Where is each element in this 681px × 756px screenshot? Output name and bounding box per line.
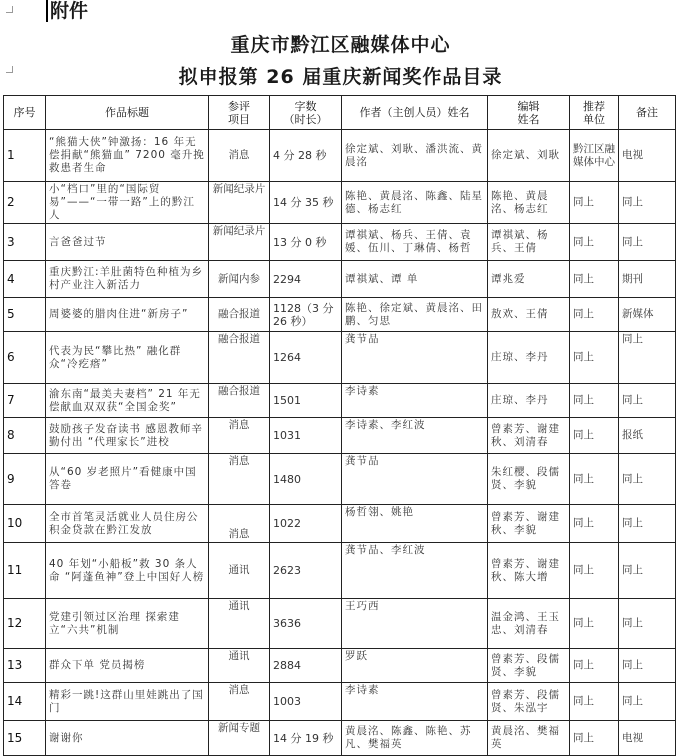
row-title: 从“60 岁老照片”看健康中国答卷 xyxy=(46,454,209,505)
row-category: 通讯 xyxy=(209,543,270,599)
row-no: 8 xyxy=(4,418,46,454)
header-words: 字数 （时长） xyxy=(270,96,342,130)
row-words: 1480 xyxy=(270,454,342,505)
row-editor: 温金鸿、王玉忠、刘清春 xyxy=(488,599,570,649)
row-title: 群众下单 党员揭榜 xyxy=(46,649,209,683)
row-words: 1022 xyxy=(270,505,342,543)
row-no: 11 xyxy=(4,543,46,599)
row-category: 新闻纪录片 xyxy=(209,182,270,224)
row-editor: 谭祺斌、杨兵、王倩 xyxy=(488,224,570,261)
row-note: 新媒体 xyxy=(619,298,676,332)
row-editor: 庄琼、李丹 xyxy=(488,384,570,418)
row-unit: 同上 xyxy=(570,261,619,298)
row-no: 13 xyxy=(4,649,46,683)
row-unit: 同上 xyxy=(570,721,619,756)
row-title: “熊猫大侠”钟激扬：16 年无偿捐献“熊猫血” 7200 毫升挽救患者生命 xyxy=(46,130,209,182)
row-title: 党建引领过区治理 探索建立“六共”机制 xyxy=(46,599,209,649)
row-note: 同上 xyxy=(619,224,676,261)
row-note: 同上 xyxy=(619,649,676,683)
row-category: 融合报道 xyxy=(209,384,270,418)
row-author: 王巧西 xyxy=(342,599,488,649)
header-editor: 编辑 姓名 xyxy=(488,96,570,130)
row-unit: 同上 xyxy=(570,332,619,384)
table-row xyxy=(4,599,676,649)
row-unit: 同上 xyxy=(570,599,619,649)
row-words: 4 分 28 秒 xyxy=(270,130,342,182)
row-unit: 同上 xyxy=(570,418,619,454)
row-note: 同上 xyxy=(619,454,676,505)
row-author: 李诗素 xyxy=(342,384,488,418)
row-words: 2294 xyxy=(270,261,342,298)
row-unit: 同上 xyxy=(570,543,619,599)
row-words: 1264 xyxy=(270,332,342,384)
row-category: 消息 xyxy=(209,130,270,182)
row-editor: 庄琼、李丹 xyxy=(488,332,570,384)
row-category: 新闻专题 xyxy=(209,721,270,756)
row-editor: 谭兆爱 xyxy=(488,261,570,298)
row-author: 龚节品、李红波 xyxy=(342,543,488,599)
row-author: 谭祺斌、谭 单 xyxy=(342,261,488,298)
header-note: 备注 xyxy=(619,96,676,130)
row-title: 40 年划“小船板”救 30 条人命 “阿蓬鱼神”登上中国好人榜 xyxy=(46,543,209,599)
row-no: 2 xyxy=(4,182,46,224)
row-title: 鼓励孩子发奋读书 感恩教师辛勤付出 “代理家长”进校 xyxy=(46,418,209,454)
row-note: 电视 xyxy=(619,130,676,182)
row-author: 陈艳、徐定斌、黄晨洺、田鹏、匀思 xyxy=(342,298,488,332)
document-subtitle: 拟申报第 26 届重庆新闻奖作品目录 xyxy=(178,66,503,88)
row-author: 龚节品 xyxy=(342,332,488,384)
row-note: 电视 xyxy=(619,721,676,756)
row-unit: 黔江区融媒体中心 xyxy=(570,130,619,182)
row-category: 新闻纪录片 xyxy=(209,224,270,261)
table-row xyxy=(4,261,676,298)
works-table xyxy=(3,95,676,756)
row-title: 周婆婆的腊肉住进“新房子” xyxy=(46,298,209,332)
row-title: 全市首笔灵活就业人员住房公积金贷款在黔江发放 xyxy=(46,505,209,543)
table-row xyxy=(4,649,676,683)
row-author: 罗跃 xyxy=(342,649,488,683)
row-note: 报纸 xyxy=(619,418,676,454)
row-no: 5 xyxy=(4,298,46,332)
table-header-row xyxy=(4,96,676,130)
table-row xyxy=(4,683,676,721)
row-category: 消息 xyxy=(209,418,270,454)
row-author: 杨哲翎、姚艳 xyxy=(342,505,488,543)
table-row xyxy=(4,505,676,543)
row-editor: 曾素芳、谢建秋、陈大增 xyxy=(488,543,570,599)
row-no: 4 xyxy=(4,261,46,298)
row-note: 同上 xyxy=(619,505,676,543)
row-note: 同上 xyxy=(619,182,676,224)
row-no: 3 xyxy=(4,224,46,261)
row-title: 渝东南“最美夫妻档” 21 年无偿献血双双获“全国金奖” xyxy=(46,384,209,418)
table-row xyxy=(4,182,676,224)
row-unit: 同上 xyxy=(570,182,619,224)
table-row xyxy=(4,721,676,756)
row-editor: 黄晨洺、樊福英 xyxy=(488,721,570,756)
table-row xyxy=(4,130,676,182)
row-author: 黄晨洺、陈鑫、陈艳、苏凡、樊福英 xyxy=(342,721,488,756)
row-note: 同上 xyxy=(619,683,676,721)
row-editor: 陈艳、黄晨洺、杨志红 xyxy=(488,182,570,224)
row-note: 同上 xyxy=(619,599,676,649)
row-no: 10 xyxy=(4,505,46,543)
row-title: 小“档口”里的“国际贸易”——“一带一路”上的黔江人 xyxy=(46,182,209,224)
table-row xyxy=(4,454,676,505)
header-no: 序号 xyxy=(4,96,46,130)
row-editor: 朱红樱、段儒贤、李貌 xyxy=(488,454,570,505)
row-category: 新闻内参 xyxy=(209,261,270,298)
row-words: 1128（3 分 26 秒） xyxy=(270,298,342,332)
row-category: 消息 xyxy=(209,505,270,543)
row-no: 7 xyxy=(4,384,46,418)
row-category: 消息 xyxy=(209,683,270,721)
table-row xyxy=(4,224,676,261)
row-author: 李诗素 xyxy=(342,683,488,721)
row-words: 13 分 0 秒 xyxy=(270,224,342,261)
row-author: 龚节品 xyxy=(342,454,488,505)
row-editor: 徐定斌、刘耿 xyxy=(488,130,570,182)
row-unit: 同上 xyxy=(570,224,619,261)
row-unit: 同上 xyxy=(570,454,619,505)
row-unit: 同上 xyxy=(570,384,619,418)
row-no: 14 xyxy=(4,683,46,721)
row-no: 6 xyxy=(4,332,46,384)
row-title: 谢谢你 xyxy=(46,721,209,756)
header-unit: 推荐 单位 xyxy=(570,96,619,130)
row-editor: 曾素芳、谢建秋、李貌 xyxy=(488,505,570,543)
row-unit: 同上 xyxy=(570,505,619,543)
row-unit: 同上 xyxy=(570,683,619,721)
row-category: 融合报道 xyxy=(209,298,270,332)
header-title: 作品标题 xyxy=(46,96,209,130)
row-category: 融合报道 xyxy=(209,332,270,384)
row-unit: 同上 xyxy=(570,298,619,332)
row-author: 陈艳、黄晨洺、陈鑫、陆星德、杨志红 xyxy=(342,182,488,224)
row-words: 3636 xyxy=(270,599,342,649)
row-author: 李诗素、李红波 xyxy=(342,418,488,454)
row-author: 徐定斌、刘耿、潘洪流、黄晨洺 xyxy=(342,130,488,182)
row-title: 重庆黔江:羊肚菌特色种植为乡村产业注入新活力 xyxy=(46,261,209,298)
row-editor: 曾素芳、段儒贤、朱泓宇 xyxy=(488,683,570,721)
document-title: 重庆市黔江区融媒体中心 xyxy=(230,34,451,56)
row-category: 通讯 xyxy=(209,599,270,649)
row-words: 1003 xyxy=(270,683,342,721)
table-row xyxy=(4,332,676,384)
table-row xyxy=(4,418,676,454)
row-title: 言爸爸过节 xyxy=(46,224,209,261)
row-no: 1 xyxy=(4,130,46,182)
row-words: 1501 xyxy=(270,384,342,418)
table-row xyxy=(4,384,676,418)
header-author: 作者（主创人员）姓名 xyxy=(342,96,488,130)
row-no: 9 xyxy=(4,454,46,505)
row-title: 精彩一跳!这群山里娃跳出了国门 xyxy=(46,683,209,721)
row-note: 同上 xyxy=(619,332,676,384)
row-category: 消息 xyxy=(209,454,270,505)
row-editor: 敖欢、王倩 xyxy=(488,298,570,332)
row-unit: 同上 xyxy=(570,649,619,683)
crop-mark-top xyxy=(6,6,13,13)
row-words: 14 分 19 秒 xyxy=(270,721,342,756)
row-words: 2623 xyxy=(270,543,342,599)
row-editor: 曾素芳、谢建秋、刘清春 xyxy=(488,418,570,454)
row-no: 12 xyxy=(4,599,46,649)
row-no: 15 xyxy=(4,721,46,756)
row-note: 同上 xyxy=(619,543,676,599)
row-author: 谭祺斌、杨兵、王倩、袁媛、伍川、丁琳倩、杨哲 xyxy=(342,224,488,261)
attachment-label: 附件 xyxy=(46,0,88,22)
header-category: 参评 项目 xyxy=(209,96,270,130)
row-title: 代表为民“攀比热” 融化群众“冷疙瘩” xyxy=(46,332,209,384)
row-note: 同上 xyxy=(619,384,676,418)
row-words: 2884 xyxy=(270,649,342,683)
row-words: 1031 xyxy=(270,418,342,454)
row-note: 期刊 xyxy=(619,261,676,298)
table-row xyxy=(4,298,676,332)
row-words: 14 分 35 秒 xyxy=(270,182,342,224)
table-row xyxy=(4,543,676,599)
row-editor: 曾素芳、段儒贤、李貌 xyxy=(488,649,570,683)
row-category: 通讯 xyxy=(209,649,270,683)
